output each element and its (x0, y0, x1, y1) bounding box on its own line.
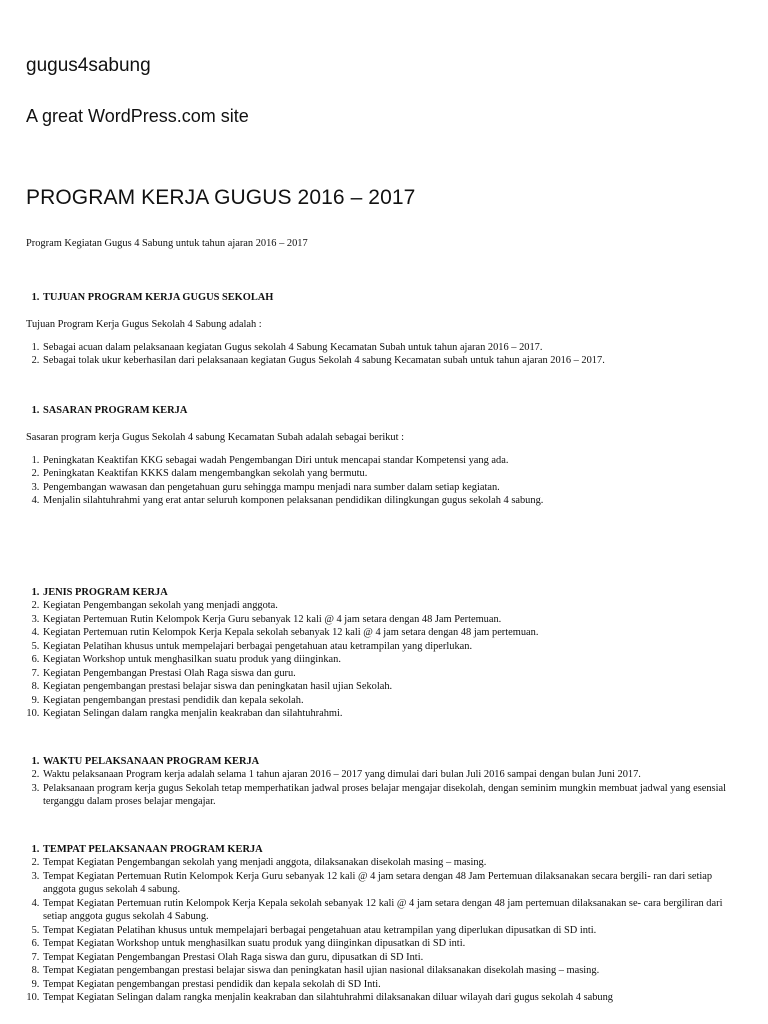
tempat-pelaksanaan-list (26, 843, 742, 1005)
list-item: 6. Kegiatan Workshop untuk menghasilkan suatu produk yang diinginkan. (42, 653, 742, 667)
section-heading: 1. SASARAN PROGRAM KERJA (42, 404, 742, 418)
section-heading: 1. TUJUAN PROGRAM KERJA GUGUS SEKOLAH (42, 291, 742, 305)
post-content (26, 237, 742, 1005)
list-item: 3. Kegiatan Pertemuan Rutin Kelompok Kerja Guru sebanyak 12 kali @ 4 jam setara dengan 48 Jam Pertemuan. (42, 613, 742, 627)
list-item: 8. Kegiatan pengembangan prestasi belajar siswa dan peningkatan hasil ujian Sekolah. (42, 680, 742, 694)
list-item: 1. WAKTU PELAKSANAAN PROGRAM KERJA (42, 755, 742, 769)
list-item: 9. Kegiatan pengembangan prestasi pendidik dan kepala sekolah. (42, 694, 742, 708)
list-item: 8. Tempat Kegiatan pengembangan prestasi belajar siswa dan peningkatan hasil ujian nasional dilaksanakan disekolah masing – masing. (42, 964, 742, 978)
list-item: 1. TEMPAT PELAKSANAAN PROGRAM KERJA (42, 843, 742, 857)
list-item: 10. Tempat Kegiatan Selingan dalam rangka menjalin keakraban dan silahtuhrahmi dilaksanakan diluar wilayah dari gugus sekolah 4 sabung (42, 991, 742, 1005)
site-description: A great WordPress.com site (26, 106, 249, 126)
list-item: 1. JENIS PROGRAM KERJA (42, 586, 742, 600)
jenis-program-list (26, 586, 742, 721)
section-list (26, 341, 742, 368)
spacer (26, 508, 742, 586)
list-item: 4. Kegiatan Pertemuan rutin Kelompok Kerja Kepala sekolah sebanyak 12 kali @ 4 jam setara dengan 48 jam pertemuan. (42, 626, 742, 640)
list-item: 7. Tempat Kegiatan Pengembangan Prestasi Olah Raga siswa dan guru, dipusatkan di SD Inti. (42, 951, 742, 965)
list-item: 5. Kegiatan Pelatihan khusus untuk mempelajari berbagai pengetahuan atau ketrampilan yang diperlukan. (42, 640, 742, 654)
list-item: 4. Menjalin silahtuhrahmi yang erat antar seluruh komponen pelaksanan pendidikan dilingkungan gugus sekolah 4 sabung. (42, 494, 742, 508)
list-item: 9. Tempat Kegiatan pengembangan prestasi pendidik dan kepala sekolah di SD Inti. (42, 978, 742, 992)
list-item: 7. Kegiatan Pengembangan Prestasi Olah Raga siswa dan guru. (42, 667, 742, 681)
list-item: 2. Kegiatan Pengembangan sekolah yang menjadi anggota. (42, 599, 742, 613)
site-title[interactable]: gugus4sabung (26, 55, 151, 76)
list-item: 2. Peningkatan Keaktifan KKKS dalam mengembangkan sekolah yang bermutu. (42, 467, 742, 481)
section-list (26, 454, 742, 508)
list-item: 2. Waktu pelaksanaan Program kerja adalah selama 1 tahun ajaran 2016 – 2017 yang dimulai dari bulan Juli 2016 sampai dengan bulan Juni 2017. (42, 768, 742, 782)
list-item: 6. Tempat Kegiatan Workshop untuk menghasilkan suatu produk yang diinginkan dipusatkan di SD inti. (42, 937, 742, 951)
waktu-pelaksanaan-list (26, 755, 742, 809)
list-item: 10. Kegiatan Selingan dalam rangka menjalin keakraban dan silahtuhrahmi. (42, 707, 742, 721)
list-item: 2. Sebagai tolak ukur keberhasilan dari pelaksanaan kegiatan Gugus Sekolah 4 sabung Kecamatan subah untuk tahun ajaran 2016 – 2017. (42, 354, 742, 368)
section-paragraph: Tujuan Program Kerja Gugus Sekolah 4 Sabung adalah : (26, 319, 262, 330)
list-item: 1. Peningkatan Keaktifan KKG sebagai wadah Pengembangan Diri untuk mencapai standar Kompetensi yang ada. (42, 454, 742, 468)
list-item: 2. Tempat Kegiatan Pengembangan sekolah yang menjadi anggota, dilaksanakan disekolah masing – masing. (42, 856, 742, 870)
list-item: 3. Tempat Kegiatan Pertemuan Rutin Kelompok Kerja Guru sebanyak 12 kali @ 4 jam setara dengan 48 Jam Pertemuan dilaksanakan secara bergili- ran dari setiap anggota gugus sekolah 4 sabung. (42, 870, 742, 897)
list-item: 3. Pelaksanaan program kerja gugus Sekolah tetap memperhatikan jadwal proses belajar mengajar disekolah, dengan seminim mungkin membuat jadwal yang esensial terganggu dalam proses belajar mengajar. (42, 782, 742, 809)
post-intro: Program Kegiatan Gugus 4 Sabung untuk tahun ajaran 2016 – 2017 (26, 238, 308, 249)
list-item: 5. Tempat Kegiatan Pelatihan khusus untuk mempelajari berbagai pengetahuan atau ketrampilan yang diperlukan dipusatkan di SD inti. (42, 924, 742, 938)
section-heading-list (26, 291, 742, 305)
list-item: 3. Pengembangan wawasan dan pengetahuan guru sehingga mampu menjadi nara sumber dalam setiap kegiatan. (42, 481, 742, 495)
section-paragraph: Sasaran program kerja Gugus Sekolah 4 sabung Kecamatan Subah adalah sebagai berikut : (26, 432, 404, 443)
list-item: 1. Sebagai acuan dalam pelaksanaan kegiatan Gugus sekolah 4 Sabung Kecamatan Subah untuk tahun ajaran 2016 – 2017. (42, 341, 742, 355)
section-heading-list (26, 404, 742, 418)
list-item: 4. Tempat Kegiatan Pertemuan rutin Kelompok Kerja Kepala sekolah sebanyak 12 kali @ 4 jam setara dengan 48 jam pertemuan dilaksanakan se- cara bergiliran dari setiap anggota gugus sekolah 4 Sabung. (42, 897, 742, 924)
post-title[interactable]: PROGRAM KERJA GUGUS 2016 – 2017 (26, 186, 416, 209)
